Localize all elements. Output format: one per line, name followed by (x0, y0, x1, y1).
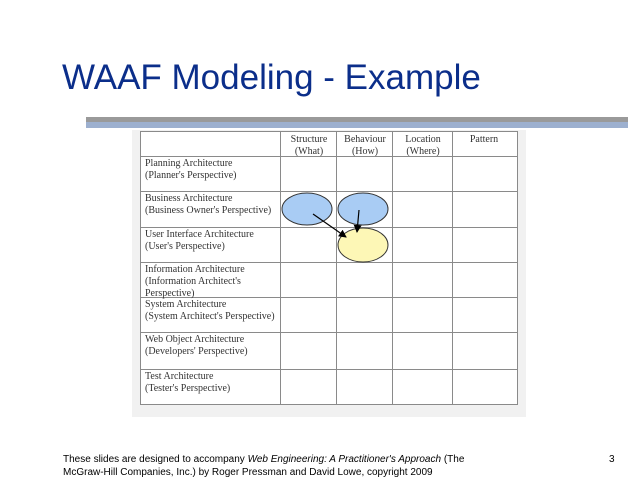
footer-book-title: Web Engineering: A Practitioner's Approach (248, 454, 442, 465)
waaf-matrix (140, 131, 518, 405)
row-label-line: Test Architecture (145, 371, 230, 383)
row-label-line: Perspective) (145, 288, 245, 300)
footer-line-1 (63, 454, 543, 467)
row-label-line: Information Architecture (145, 264, 245, 276)
row-label-line: (Information Architect's (145, 276, 245, 288)
column-header-line: Structure (282, 134, 336, 146)
footer-prefix: These slides are designed to accompany (63, 454, 248, 465)
row-label-line: Business Architecture (145, 193, 271, 205)
row-label-line: (Planner's Perspective) (145, 170, 237, 182)
row-label-line: (Business Owner's Perspective) (145, 205, 271, 217)
column-header-line: (Where) (394, 146, 452, 158)
column-header-line: Location (394, 134, 452, 146)
column-header-line: Pattern (454, 134, 514, 146)
page-number: 3 (609, 454, 615, 465)
column-header-line: Behaviour (338, 134, 392, 146)
title-underline-blue (86, 122, 628, 128)
ui-behaviour-ellipse (338, 228, 388, 262)
column-header-line: (What) (282, 146, 336, 158)
slide-footer (63, 454, 543, 479)
row-label-line: User Interface Architecture (145, 229, 254, 241)
row-label-line: Planning Architecture (145, 158, 237, 170)
footer-suffix: (The (441, 454, 464, 465)
row-label-line: (Tester's Perspective) (145, 383, 230, 395)
slide-title: WAAF Modeling - Example (62, 58, 481, 98)
row-label-line: (System Architect's Perspective) (145, 311, 275, 323)
row-label-line: System Architecture (145, 299, 275, 311)
row-label-line: Web Object Architecture (145, 334, 248, 346)
column-header-line: (How) (338, 146, 392, 158)
relationship-diagram (141, 132, 517, 404)
business-structure-ellipse (282, 193, 332, 225)
footer-line-2: McGraw-Hill Companies, Inc.) by Roger Pressman and David Lowe, copyright 2009 (63, 467, 543, 479)
row-label-line: (User's Perspective) (145, 241, 254, 253)
business-behaviour-ellipse (338, 193, 388, 225)
row-label-line: (Developers' Perspective) (145, 346, 248, 358)
